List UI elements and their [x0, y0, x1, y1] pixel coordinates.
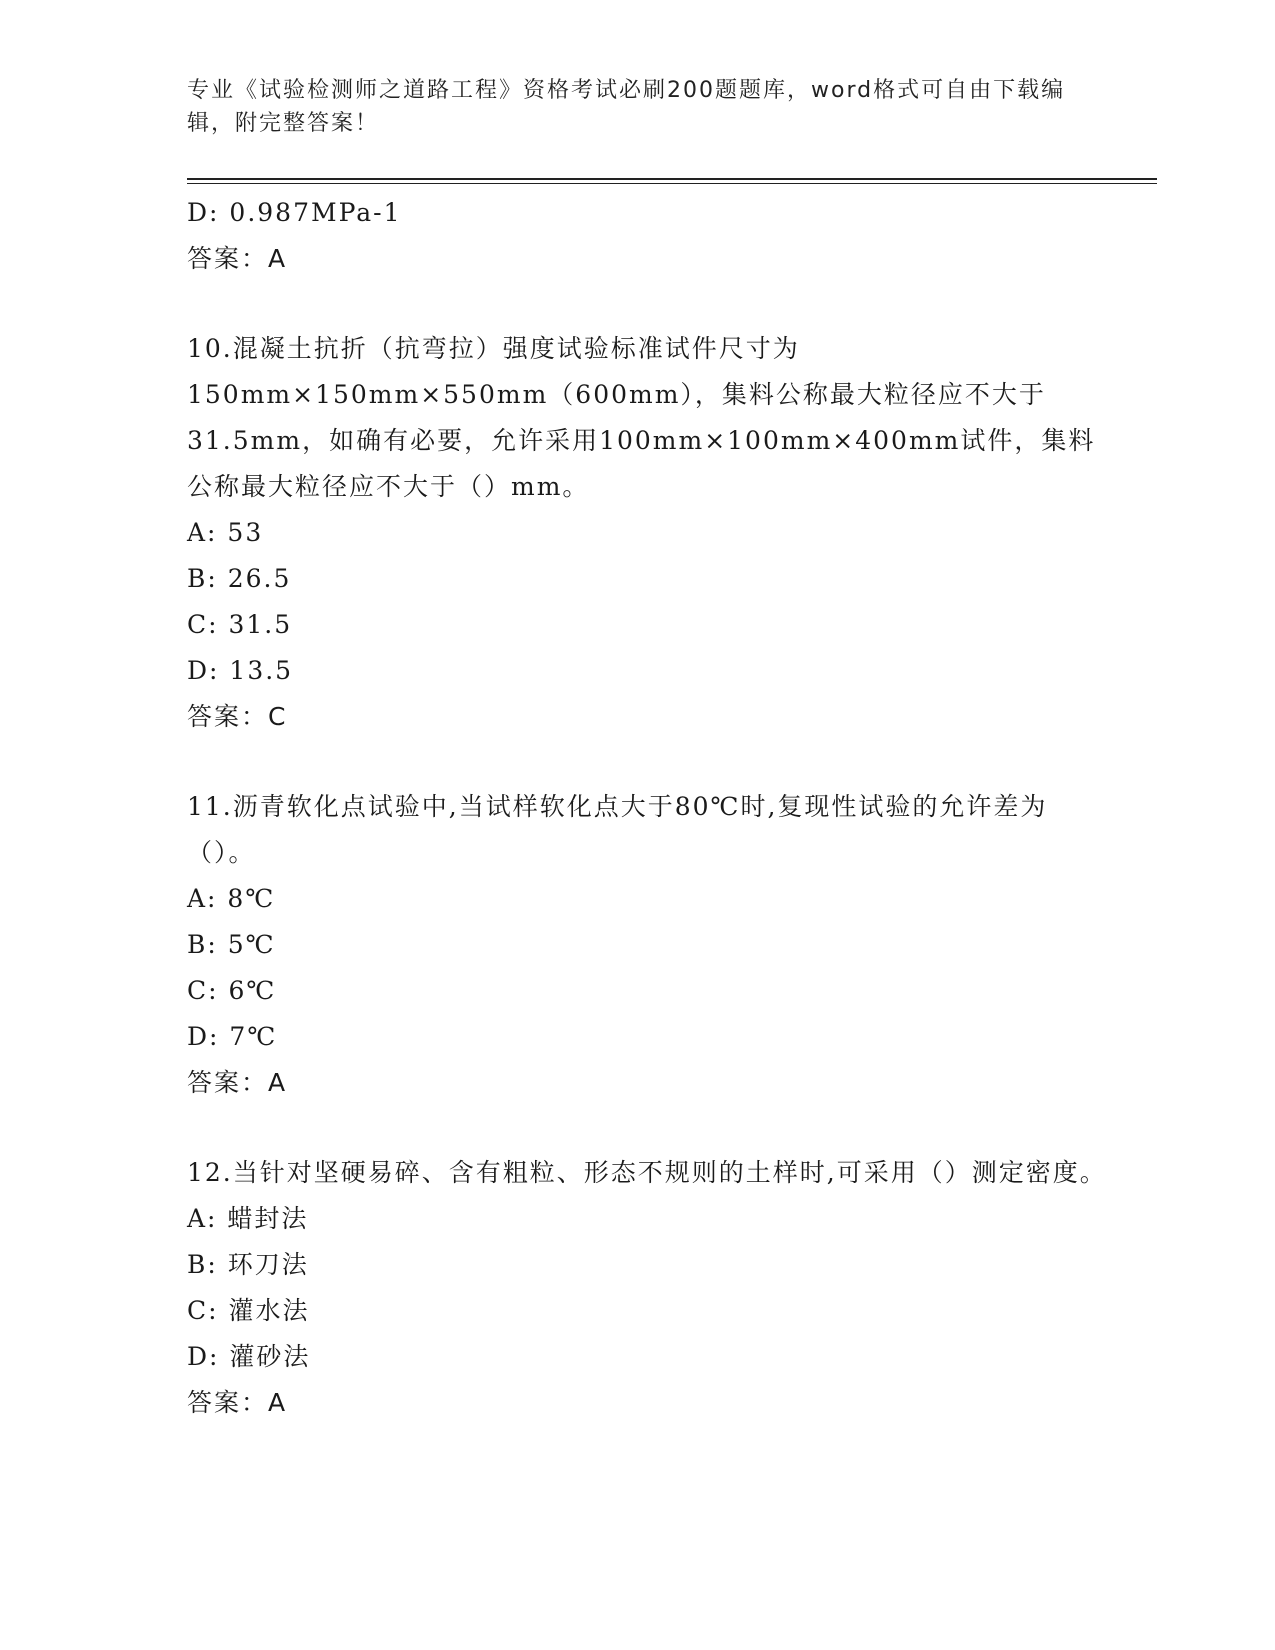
answer-line: 答案：A: [187, 1068, 288, 1097]
option-d: D: 灌砂法: [187, 1342, 311, 1371]
header-divider: [187, 178, 1157, 180]
question-content: [187, 190, 1157, 1426]
option-b: B: 5℃: [187, 930, 276, 959]
question-block: [187, 1150, 1157, 1426]
option-d: D: 0.987MPa-1: [187, 198, 402, 227]
option-a: A: 53: [187, 518, 264, 547]
question-text: 10.混凝土抗折（抗弯拉）强度试验标准试件尺寸为150mm×150mm×550mm（600mm），集料公称最大粒径应不大于31.5mm，如确有必要，允许采用100mm×100mm×400mm试件，集料公称最大粒径应不大于（）mm。: [187, 334, 1096, 501]
question-block: [187, 326, 1157, 740]
question-text: 12.当针对坚硬易碎、含有粗粒、形态不规则的土样时,可采用（）测定密度。: [187, 1158, 1107, 1187]
answer-line: 答案：A: [187, 1388, 288, 1417]
option-d: D: 13.5: [187, 656, 294, 685]
question-text: 11.沥青软化点试验中,当试样软化点大于80℃时,复现性试验的允许差为（）。: [187, 792, 1048, 867]
option-c: C: 灌水法: [187, 1296, 310, 1325]
option-c: C: 31.5: [187, 610, 293, 639]
option-a: A: 蜡封法: [187, 1204, 309, 1233]
document-header: 专业《试验检测师之道路工程》资格考试必刷200题题库，word格式可自由下载编辑，附完整答案！: [187, 78, 1066, 136]
option-d: D: 7℃: [187, 1022, 278, 1051]
answer-line: 答案：C: [187, 702, 288, 731]
option-c: C: 6℃: [187, 976, 277, 1005]
option-a: A: 8℃: [187, 884, 276, 913]
answer-line: 答案：A: [187, 244, 288, 273]
header-divider-thin: [187, 183, 1157, 184]
option-b: B: 26.5: [187, 564, 292, 593]
option-b: B: 环刀法: [187, 1250, 309, 1279]
question-block: [187, 784, 1157, 1106]
